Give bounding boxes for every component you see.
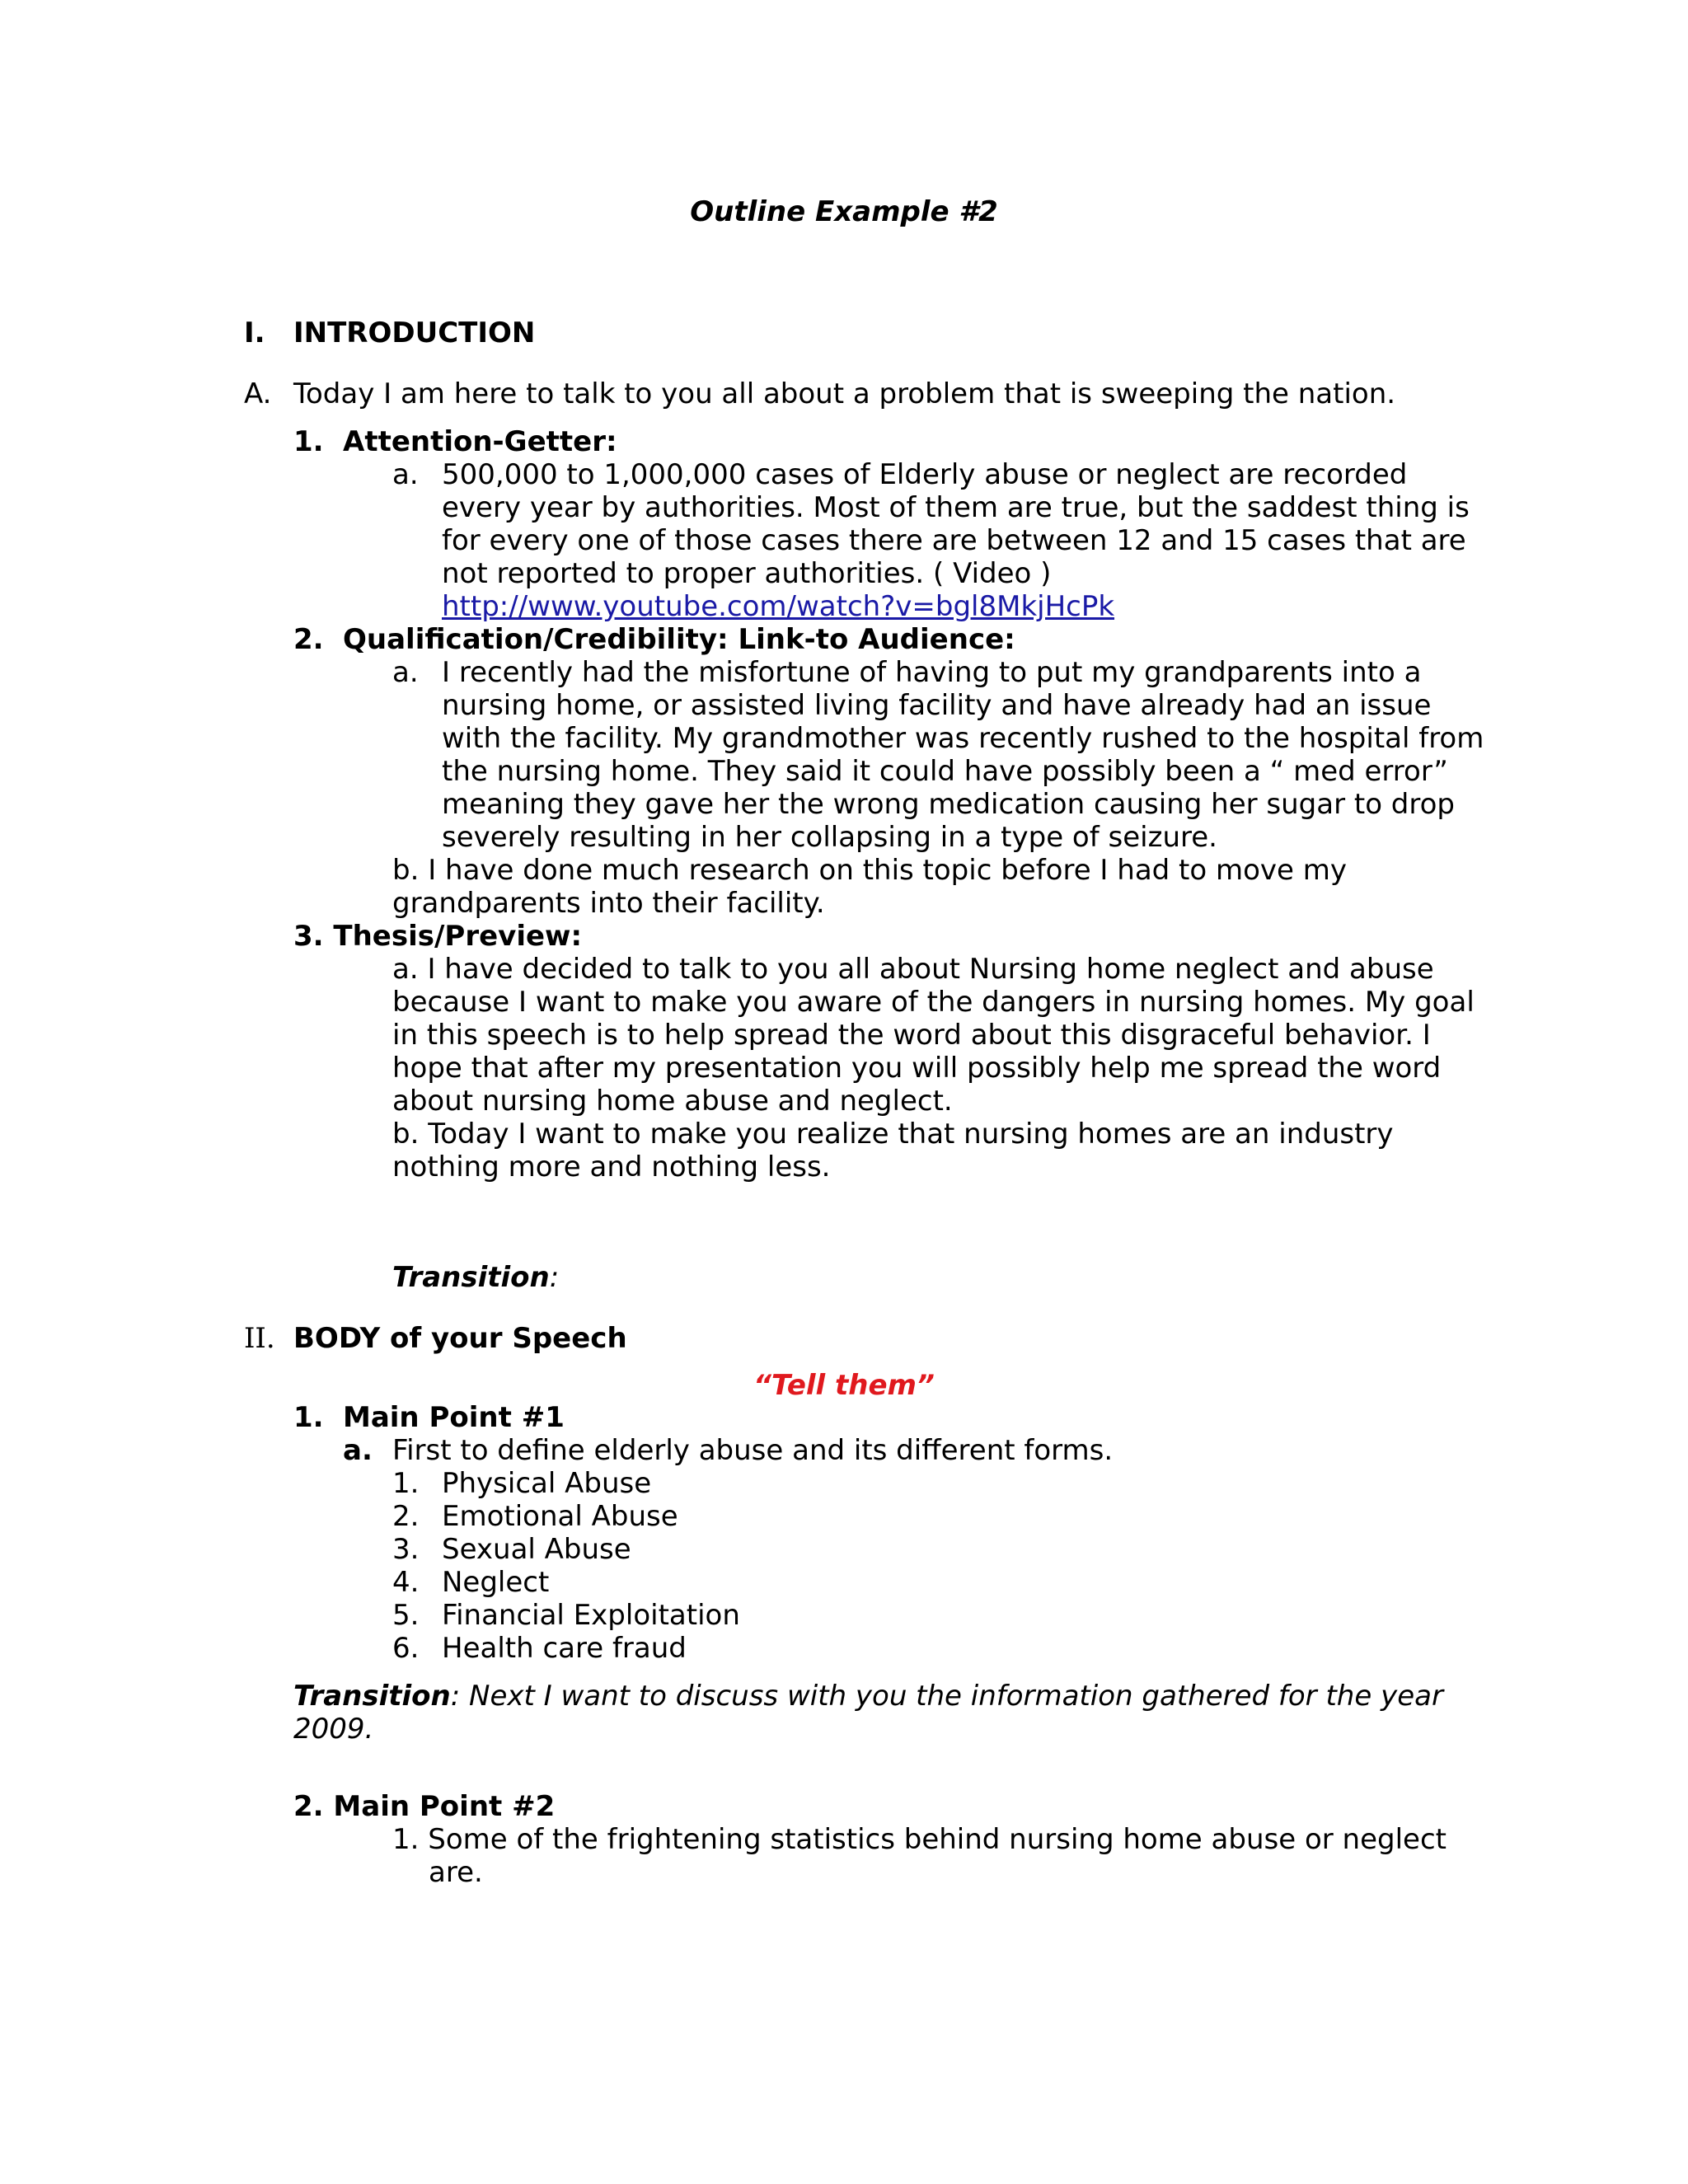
thesis-b-line: nothing more and nothing less. (392, 1151, 831, 1183)
credibility-marker: 2. (293, 623, 324, 656)
main1-marker: 1. (293, 1401, 324, 1434)
body-transition-label: Transition (293, 1680, 451, 1713)
main2-line: are. (429, 1856, 483, 1889)
form-item: Financial Exploitation (442, 1599, 740, 1632)
thesis-b-line: b. Today I want to make you realize that nursing homes are an industry (392, 1118, 1394, 1151)
video-link[interactable]: http://www.youtube.com/watch?v=bgl8MkjHcPk (442, 590, 1115, 623)
attention-a-line: for every one of those cases there are between 12 and 15 cases that are (442, 524, 1466, 557)
body-transition-text: : Next I want to discuss with you the information gathered for the year (450, 1680, 1443, 1713)
credibility-a-line: nursing home, or assisted living facility and have already had an issue (442, 689, 1432, 722)
thesis-a-line: in this speech is to help spread the word about this disgraceful behavior. I (392, 1019, 1431, 1052)
section-numeral-intro: I. (244, 316, 265, 349)
body-transition-text: 2009. (293, 1713, 374, 1746)
attention-a-line: 500,000 to 1,000,000 cases of Elderly abuse or neglect are recorded (442, 458, 1408, 491)
form-number: 6. (392, 1632, 420, 1665)
form-number: 3. (392, 1533, 420, 1566)
form-number: 1. (392, 1467, 420, 1500)
form-number: 5. (392, 1599, 420, 1632)
form-item: Neglect (442, 1566, 550, 1599)
credibility-label: Qualification/Credibility: Link-to Audience: (343, 623, 1015, 656)
credibility-a-line: severely resulting in her collapsing in a type of seizure. (442, 821, 1217, 854)
thesis-a-line: because I want to make you aware of the dangers in nursing homes. My goal (392, 986, 1475, 1019)
main1-a-marker: a. (343, 1434, 373, 1467)
thesis-a-line: a. I have decided to talk to you all about Nursing home neglect and abuse (392, 953, 1434, 986)
credibility-a-line: the nursing home. They said it could have possibly been a “ med error” (442, 755, 1448, 788)
credibility-a-marker: a. (392, 656, 419, 689)
attention-label: Attention-Getter: (343, 425, 617, 458)
form-item: Health care fraud (442, 1632, 687, 1665)
intro-a-marker: A. (244, 377, 272, 410)
section-heading-body: BODY of your Speech (293, 1322, 627, 1355)
intro-transition-label: Transition (392, 1261, 550, 1294)
credibility-b-line: grandparents into their facility. (392, 887, 825, 920)
main1-a-text: First to define elderly abuse and its different forms. (392, 1434, 1114, 1467)
section-heading-intro: INTRODUCTION (293, 316, 536, 349)
attention-a-line: not reported to proper authorities. ( Video ) (442, 557, 1052, 590)
thesis-a-line: hope that after my presentation you will possibly help me spread the word (392, 1052, 1442, 1085)
thesis-label: 3. Thesis/Preview: (293, 920, 583, 953)
tell-them-note: “Tell them” (753, 1369, 935, 1402)
credibility-a-line: I recently had the misfortune of having to put my grandparents into a (442, 656, 1422, 689)
credibility-b-line: b. I have done much research on this topic before I had to move my (392, 854, 1347, 887)
intro-a-text: Today I am here to talk to you all about a problem that is sweeping the nation. (293, 377, 1396, 410)
attention-a-line: every year by authorities. Most of them are true, but the saddest thing is (442, 491, 1470, 524)
section-numeral-body: II. (244, 1322, 275, 1355)
credibility-a-line: meaning they gave her the wrong medication causing her sugar to drop (442, 788, 1455, 821)
page-title: Outline Example #2 (690, 195, 998, 228)
main1-label: Main Point #1 (343, 1401, 565, 1434)
form-item: Emotional Abuse (442, 1500, 678, 1533)
thesis-a-line: about nursing home abuse and neglect. (392, 1085, 953, 1118)
credibility-a-line: with the facility. My grandmother was recently rushed to the hospital from (442, 722, 1484, 755)
intro-transition (392, 1261, 559, 1294)
form-item: Sexual Abuse (442, 1533, 631, 1566)
form-number: 4. (392, 1566, 420, 1599)
attention-marker: 1. (293, 425, 324, 458)
body-transition (293, 1680, 1443, 1713)
main2-line: 1. Some of the frightening statistics behind nursing home abuse or neglect (392, 1823, 1447, 1856)
form-number: 2. (392, 1500, 420, 1533)
form-item: Physical Abuse (442, 1467, 652, 1500)
intro-transition-colon: : (549, 1261, 560, 1294)
attention-a-marker: a. (392, 458, 419, 491)
main2-label: 2. Main Point #2 (293, 1790, 556, 1823)
